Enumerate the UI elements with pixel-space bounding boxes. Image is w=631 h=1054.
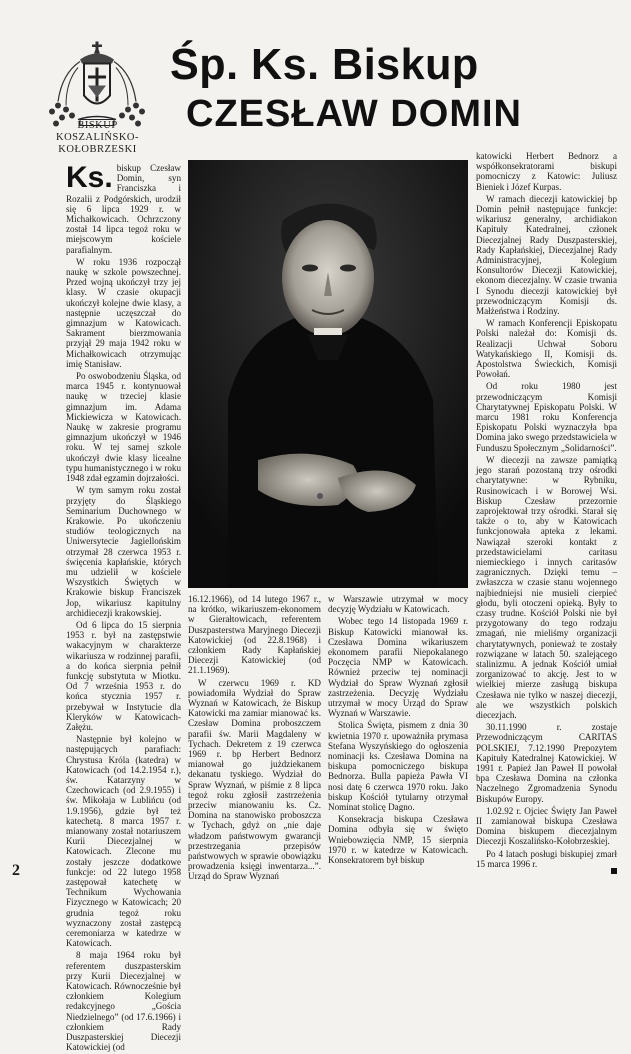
article-end-mark bbox=[611, 868, 617, 874]
article-headline bbox=[170, 42, 620, 136]
article-paragraph: Po oswobodzeniu Śląska, od marca 1945 r. kontynuował naukę w trzeciej klasie gimnazjum im. Adama Mickiewicza w Katowicach. Naukę w zakresie programu gimnazjum ukończył w 1946 roku. W tej samej szkole ukończył dwie klasy licealne typu humanistycznego i w roku 1948 zdał egzamin dojrzałości. bbox=[66, 371, 181, 484]
article-paragraph: 30.11.1990 r. zostaje Przewodniczącym CARITAS POLSKIEJ, 7.12.1990 Prepozytem Kapituły Katedralnej Katowickiej. W 1991 r. Papież Jan Paweł II powołał bpa Czesława Domina na członka Naczelnego Zgromadzenia Synodu Biskupów Europy. bbox=[476, 722, 617, 804]
article-paragraph: W czerwcu 1969 r. KD powiadomiła Wydział do Spraw Wyznań w Katowicach, że Biskup Katowicki ma zamiar mianować ks. Czesław Domina proboszczem parafii św. Marii Magdaleny w Tychach. Dekretem z 19 czerwca 1969 r. bp Herbert Bednorz mianował go jużdziekanem dekanatu tyskiego. Wydział do Spraw Wyznań, w piśmie z 8 lipca tegoż roku zgłosił zastrzeżenia przeciw mianowaniu ks. Cz. Domina na stanowisko proboszcza w Tychach, gdyż on „nie daje władzom państwowym gwarancji przestrzegania przepisów państwowych w sprawie obowiązku prowadzenia księgi inwentarza...”. Urząd do Spraw Wyznań bbox=[188, 677, 321, 882]
headline-line-2: CZESŁAW DOMIN bbox=[186, 93, 522, 135]
drop-cap: Ks. bbox=[66, 161, 113, 194]
article-paragraph: w Warszawie utrzymał w mocy decyzję Wydziału w Katowicach. bbox=[328, 594, 468, 615]
article-paragraph: W ramach Konferencji Episkopatu Polski należał do: Komisji ds. Realizacji Uchwał Soboru Watykańskiego II, Komisji ds. Apostolstwa Świeckich, Komisji Powołań. bbox=[476, 318, 617, 380]
article-paragraph: Następnie był kolejno w następujących parafiach: Chrystusa Króla (katedra) w Katowicach (od 14.2.1954 r.), św. Katarzyny w Czechowicach (od 2.9.1955) i św. Mikołaja w Lublińcu (od 1.9.1956), gdzie był też katechetą. 8 marca 1957 r. mianowany został notariuszem Kurii Diecezjalnej w Katowicach. Zlecone mu zostały jeszcze dodatkowe funkcje: od 22 lutego 1958 zastępował katechetę w Technikum Wychowania Fizycznego w Katowicach; 20 grudnia tegoż roku wyznaczony został zastępcą ceremoniarza w katedrze w Katowicach. bbox=[66, 734, 181, 949]
article-paragraph: 8 maja 1964 roku był referentem duszpasterskim przy Kurii Diecezjalnej w Katowicach. Równocześnie był członkiem Kolegium redakcyjnego „Gościa Niedzielnego” (od 17.6.1966) i członkiem Rady Duszpasterskiej Diecezji Katowickiej (od bbox=[66, 950, 181, 1053]
paragraph-text: biskup Czesław Domin, syn Franciszka i Rozalii z Podgórskich, urodził się 6 lipca 1929 r. w Michałkowicach. Ochrzczony został 14 lipca tegoż roku w miejscowym kościele parafialnym. bbox=[66, 163, 181, 255]
article-paragraph: 1.02.92 r. Ojciec Święty Jan Paweł II zamianował biskupa Czesława Domina biskupem diecezjalnym Diecezji Koszalińsko-Kołobrzeskiej. bbox=[476, 805, 617, 847]
article-paragraph: W roku 1936 rozpoczął naukę w szkole powszechnej. Przed wojną ukończył trzy jej klasy. W czasie okupacji ukończył kolejne dwie klasy, a następnie uczęszczał do gimnazjum w Katowicach. Sakrament bierzmowania przyjął 29 maja 1942 roku w Michałkowicach otrzymując imię Stanisław. bbox=[66, 256, 181, 369]
article-paragraph: Wobec tego 14 listopada 1969 r. Biskup Katowicki mianował ks. Czesława Domina wikariuszem ekonomem parafii Niepokalanego Poczęcia NMP w Katowicach. Również przeciw tej nominacji Wydział do Spraw Wyznań zgłosił zastrzeżenia. Decyzję Wydziału utrzymał w mocy Urząd do Spraw Wyznań w Warszawie. bbox=[328, 616, 468, 719]
page-number: 2 bbox=[12, 862, 20, 879]
headline-line-1: Śp. Ks. Biskup bbox=[170, 40, 479, 89]
crest-caption bbox=[40, 120, 155, 156]
article-paragraph: W tym samym roku został przyjęty do Śląskiego Seminarium Duchownego w Krakowie. Po ukończeniu studiów teologicznych na Uniwersytecie Jagiellońskim otrzymał 28 czerwca 1953 r. święcenia kapłańskie, których mu udzielił w kościele Wszystkich Świętych w Krakowie biskup Franciszek Jop, wikariusz kapitulny archidiecezji krakowskiej. bbox=[66, 485, 181, 618]
article-paragraph: Od 6 lipca do 15 sierpnia 1953 r. był na zastępstwie wakacyjnym w charakterze wikariusza w rodzinnej parafii, a do końca sierpnia pełnił funkcję substytuta w Miotku. Od 7 września 1953 r. do końca stycznia 1957 r. przebywał w Instytucie dla Kleryków w Katowicach-Załężu. bbox=[66, 619, 181, 732]
article-column-center-right bbox=[328, 594, 468, 867]
crest-caption-line: KOSZALIŃSKO- bbox=[56, 132, 139, 143]
crest-caption-line: BISKUP bbox=[77, 120, 118, 131]
portrait-photo bbox=[188, 160, 468, 588]
portrait-image bbox=[188, 160, 468, 588]
article-column-left bbox=[66, 163, 181, 1054]
article-paragraph: W ramach diecezji katowickiej bp Domin pełnił następujące funkcje: wikariusz generalny, archidiakon Kapituły Katedralnej, członek Diecezjalnej Rady Duszpasterskiej, Rady Kapłańskiej, Diecezjalnej Rady Administracyjnej, Kolegium Konsultorów Diecezji Katowickiej, ekonom diecezjalny. W czasie trwania I Synodu diecezji katowickiej był przewodniczącym Komisji ds. Małżeństwa i Rodziny. bbox=[476, 193, 617, 317]
article-paragraph: Od roku 1980 jest przewodniczącym Komisji Charytatywnej Episkopatu Polski. W marcu 1981 roku Konferencja Episkopatu Polski wyznaczyła bpa Domina jako swego przedstawiciela w Funduszu Społecznym „Solidarności”. bbox=[476, 381, 617, 453]
crest-caption-line: KOŁOBRZESKI bbox=[58, 144, 137, 155]
article-paragraph: Stolica Święta, pismem z dnia 30 kwietnia 1970 r. upoważniła prymasa Stefana Wyszyńskiego do ogłoszenia nominacji ks. Czesława Domina na biskupa pomocniczego biskupa Bednorza. Bulla papieża Pawła VI nosi datę 6 czerwca 1970 roku. Jako biskup Kościół tytularny otrzymał Nominat stolicę Dagno. bbox=[328, 720, 468, 813]
article-paragraph: 16.12.1966), od 14 lutego 1967 r., na krótko, wikariuszem-ekonomem w Gierałtowicach, referentem Duszpasterstwa Maryjnego Diecezji Katowickiej (od 22.8.1968) i członkiem Rady Kapłańskiej Diecezji Katowickiej (od 21.1.1969). bbox=[188, 594, 321, 676]
article-paragraph: Po 4 latach posługi biskupiej zmarł 15 marca 1996 r. bbox=[476, 848, 617, 869]
article-column-middle bbox=[188, 594, 321, 884]
article-paragraph: Konsekracja biskupa Czesława Domina odbyła się w święto Wniebowzięcia NMP, 15 sierpnia 1970 r. w katedrze w Katowicach. Konsekratorem był biskup bbox=[328, 814, 468, 866]
article-column-right bbox=[476, 151, 617, 871]
article-paragraph: W diecezji na zawsze pamiątką jego starań pozostaną trzy ośrodki charytatywne: w Rybniku, Rusinowicach i w Borowej Wsi. Biskup Czesław przezornie zaprojektował trzy ośrodki. Starał się także o to, aby w Katowicach funkcjonowała apteka z lekami. Nawiązał szeroki kontakt z przedstawicielami caritasu niemieckiego i innych caritasów zagranicznych. Dzięki temu – zwłaszcza w czasie stanu wojennego najbiedniejsi nie musieli cierpieć głodu, byli otoczeni opieką. Były to czasy trudne. Kościół Polski nie był przygotowany do tego rodzaju zmagań, nie mieliśmy organizacji charytatywnych, ponieważ te zostały rozwiązane w latach 50. szalejącego stalinizmu. A jednak Kościół umiał zorganizować to akcję. Jest to w wielkiej mierze zasługą biskupa Czesława nie tylko w naszej diecezji, ale we wszystkich polskich diecezjach. bbox=[476, 454, 617, 720]
article-paragraph bbox=[66, 163, 181, 255]
article-paragraph: katowicki Herbert Bednorz a współkonsekratorami biskupi pomocniczy z Katowic: Juliusz Bieniek i Józef Kurpas. bbox=[476, 151, 617, 192]
